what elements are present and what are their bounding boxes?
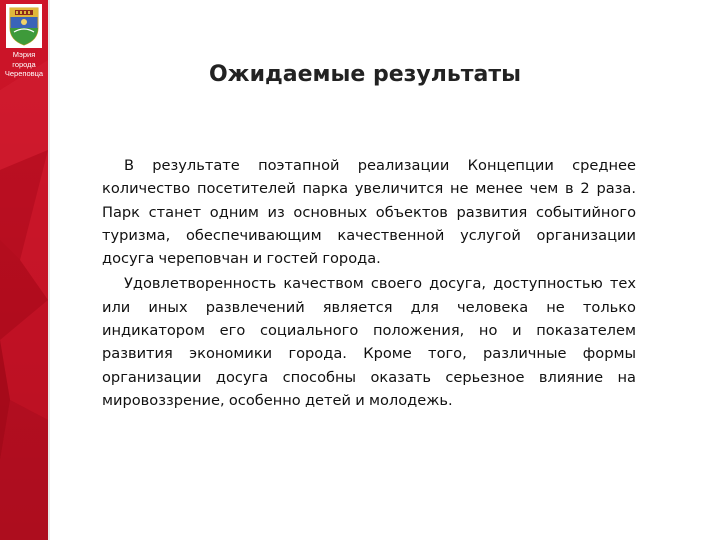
sidebar [0,0,48,540]
coat-of-arms-icon [6,4,42,48]
slide-body [102,154,636,412]
sidebar-divider [48,0,50,540]
slide-title: Ожидаемые результаты [208,62,522,87]
sidebar-pattern [0,0,48,540]
org-name-line: Череповца [4,69,44,78]
body-paragraph: В результате поэтапной реализации Концепции среднее количество посетителей парка увеличится не менее чем в 2 раза. Парк станет одним из основных объектов развития событийного туризма, обеспечивающим качественной услугой организации досуга череповчан и гостей города. [102,157,636,268]
org-name [0,50,48,79]
body-paragraph: Удовлетворенность качеством своего досуга, доступностью тех или иных развлечений является для человека не только индикатором его социального положения, но и показателем развития экономики города. Кроме того, различные формы организации досуга способны оказать серьезное влияние на мировоззрение, особенно детей и молодежь. [102,275,636,409]
org-name-line: Мэрия [12,50,36,59]
org-name-line: города [12,59,36,69]
